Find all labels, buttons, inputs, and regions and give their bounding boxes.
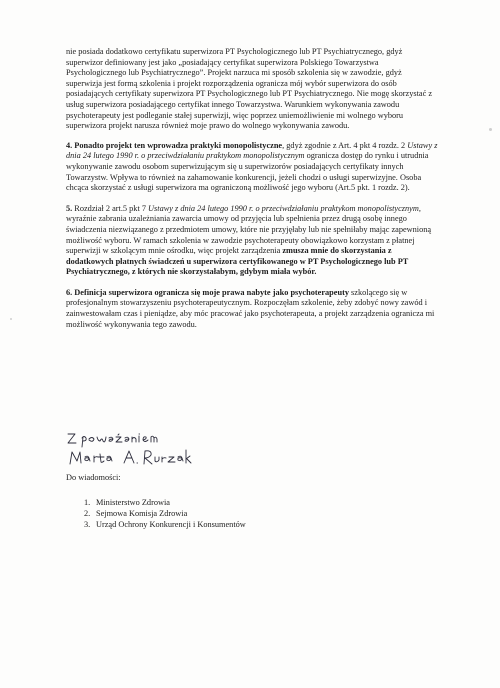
paragraph-4-text-2: ogranicza dostęp do rynku i utrudnia wykonywanie zawodu osobom superwizującym się u superwizorów posiadających certyfikaty innych Towarzystw. Wpływa to również na zahamowanie konkurencji, jeżeli chodzi o usługi superwizyjne. Osoba chcąca skorzystać z usługi superwizora ma ograniczoną możliwość jego wyboru (Art.5 pkt. 1 rozdz. 2). bbox=[66, 151, 429, 193]
paragraph-5-law-citation: Ustawy z dnia 24 lutego 1990 r. o przeciwdziałaniu praktykom monopolistycznym bbox=[148, 203, 419, 213]
list-item-name: Urząd Ochrony Konkurencji i Konsumentów bbox=[96, 519, 246, 529]
paragraph-4-monopolistic-practices bbox=[66, 141, 438, 194]
paragraph-5-article-7 bbox=[66, 204, 438, 278]
letter-body bbox=[66, 47, 438, 340]
paragraph-4-text-1: , gdyż zgodnie z Art. 4 pkt 4 rozdz. 2 bbox=[282, 140, 408, 150]
scan-speck bbox=[489, 128, 492, 131]
paragraph-superwizor-certificate bbox=[66, 47, 438, 132]
list-item-number: 1. bbox=[84, 498, 91, 507]
paragraph-6-heading: 6. Definicja superwizora ogranicza się moje prawa nabyte jako psychoterapeuty bbox=[66, 287, 349, 297]
list-item bbox=[84, 498, 246, 509]
paragraph-5-text-2: , wyraźnie zabrania uzależniania zawarcia umowy od przyjęcia lub spełnienia przez drugą osobę innego świadczenia niezwiązanego z przedmiotem umowy, które nie przyjęłaby lub nie spełniłaby mając zapewnioną możliwość wyboru. W ramach szkolenia w zawodzie psychoterapeuty obowiązkowo korzystam z płatnej superwizji w szkolącym mnie ośrodku, więc projekt zarządzenia bbox=[66, 203, 432, 256]
paragraph-4-law-citation: Ustawy z dnia 24 lutego 1990 r. o przeciwdziałaniu praktykom monopolistycznym bbox=[66, 140, 438, 161]
paragraph-5-bold-conclusion: zmusza mnie do skorzystania z dodatkowych płatnych świadczeń u superwizora certyfikowanego w PT Psychologicznego lub PT Psychiatrycznego, z których nie skorzystałabym, gdybym miała wybór. bbox=[66, 246, 409, 277]
scan-speck bbox=[10, 318, 12, 320]
handwritten-signature bbox=[66, 430, 266, 470]
paragraph-5-text-1: Rozdział 2 art.5 pkt 7 bbox=[72, 203, 149, 213]
list-item-number: 2. bbox=[84, 508, 91, 518]
list-item-name: Sejmowa Komisja Zdrowia bbox=[96, 508, 188, 518]
paragraph-text: nie posiada dodatkowo certyfikatu superwizora PT Psychologicznego lub PT Psychiatrycznego, gdyż superwizor definiowany jest jako „posiadający certyfikat superwizora Polskiego Towarzystwa Psychologicznego lub Psychiatrycznego”. Projekt narzuca mi sposób szkolenia się w zawodzie, gdyż superwizja jest formą szkolenia i projekt rozporządzenia ogranicza mój wybór superwizora do osób posiadających certyfikaty superwizora PT Psychologicznego lub PT Psychiatrycznego. Nie mogę skorzystać z usług superwizora posiadającego certyfikat innego Towarzystwa. Warunkiem wykonywania zawodu psychoterapeuty jest podleganie stałej superwizji, więc poprzez uniemożliwienie mi wolnego wyboru superwizora projekt narusza również moje prawo do wolnego wykonywania zawodu. bbox=[66, 47, 433, 131]
list-item-name: Ministerstwo Zdrowia bbox=[96, 498, 170, 507]
paragraph-6-text: szkolącego się w profesjonalnym stowarzyszeniu psychoterapeutycznym. Rozpoczęłam szkolenie, żeby zdobyć nowy zawód i zainwestowałam czas i pieniądze, aby móc pracować jako psychoterapeuta, a projekt zarządzenia ogranicza mi możliwość wykonywania tego zawodu. bbox=[66, 287, 435, 329]
paragraph-4-heading: 4. Ponadto projekt ten wprowadza praktyki monopolistyczne bbox=[66, 140, 283, 150]
list-item-number: 3. bbox=[84, 519, 91, 529]
paragraph-6-acquired-rights bbox=[66, 288, 438, 330]
list-item bbox=[84, 509, 246, 520]
recipients-list bbox=[84, 498, 246, 531]
list-item bbox=[84, 520, 246, 531]
paragraph-5-number: 5. bbox=[66, 203, 73, 213]
recipients-heading: Do wiadomości: bbox=[66, 473, 121, 482]
